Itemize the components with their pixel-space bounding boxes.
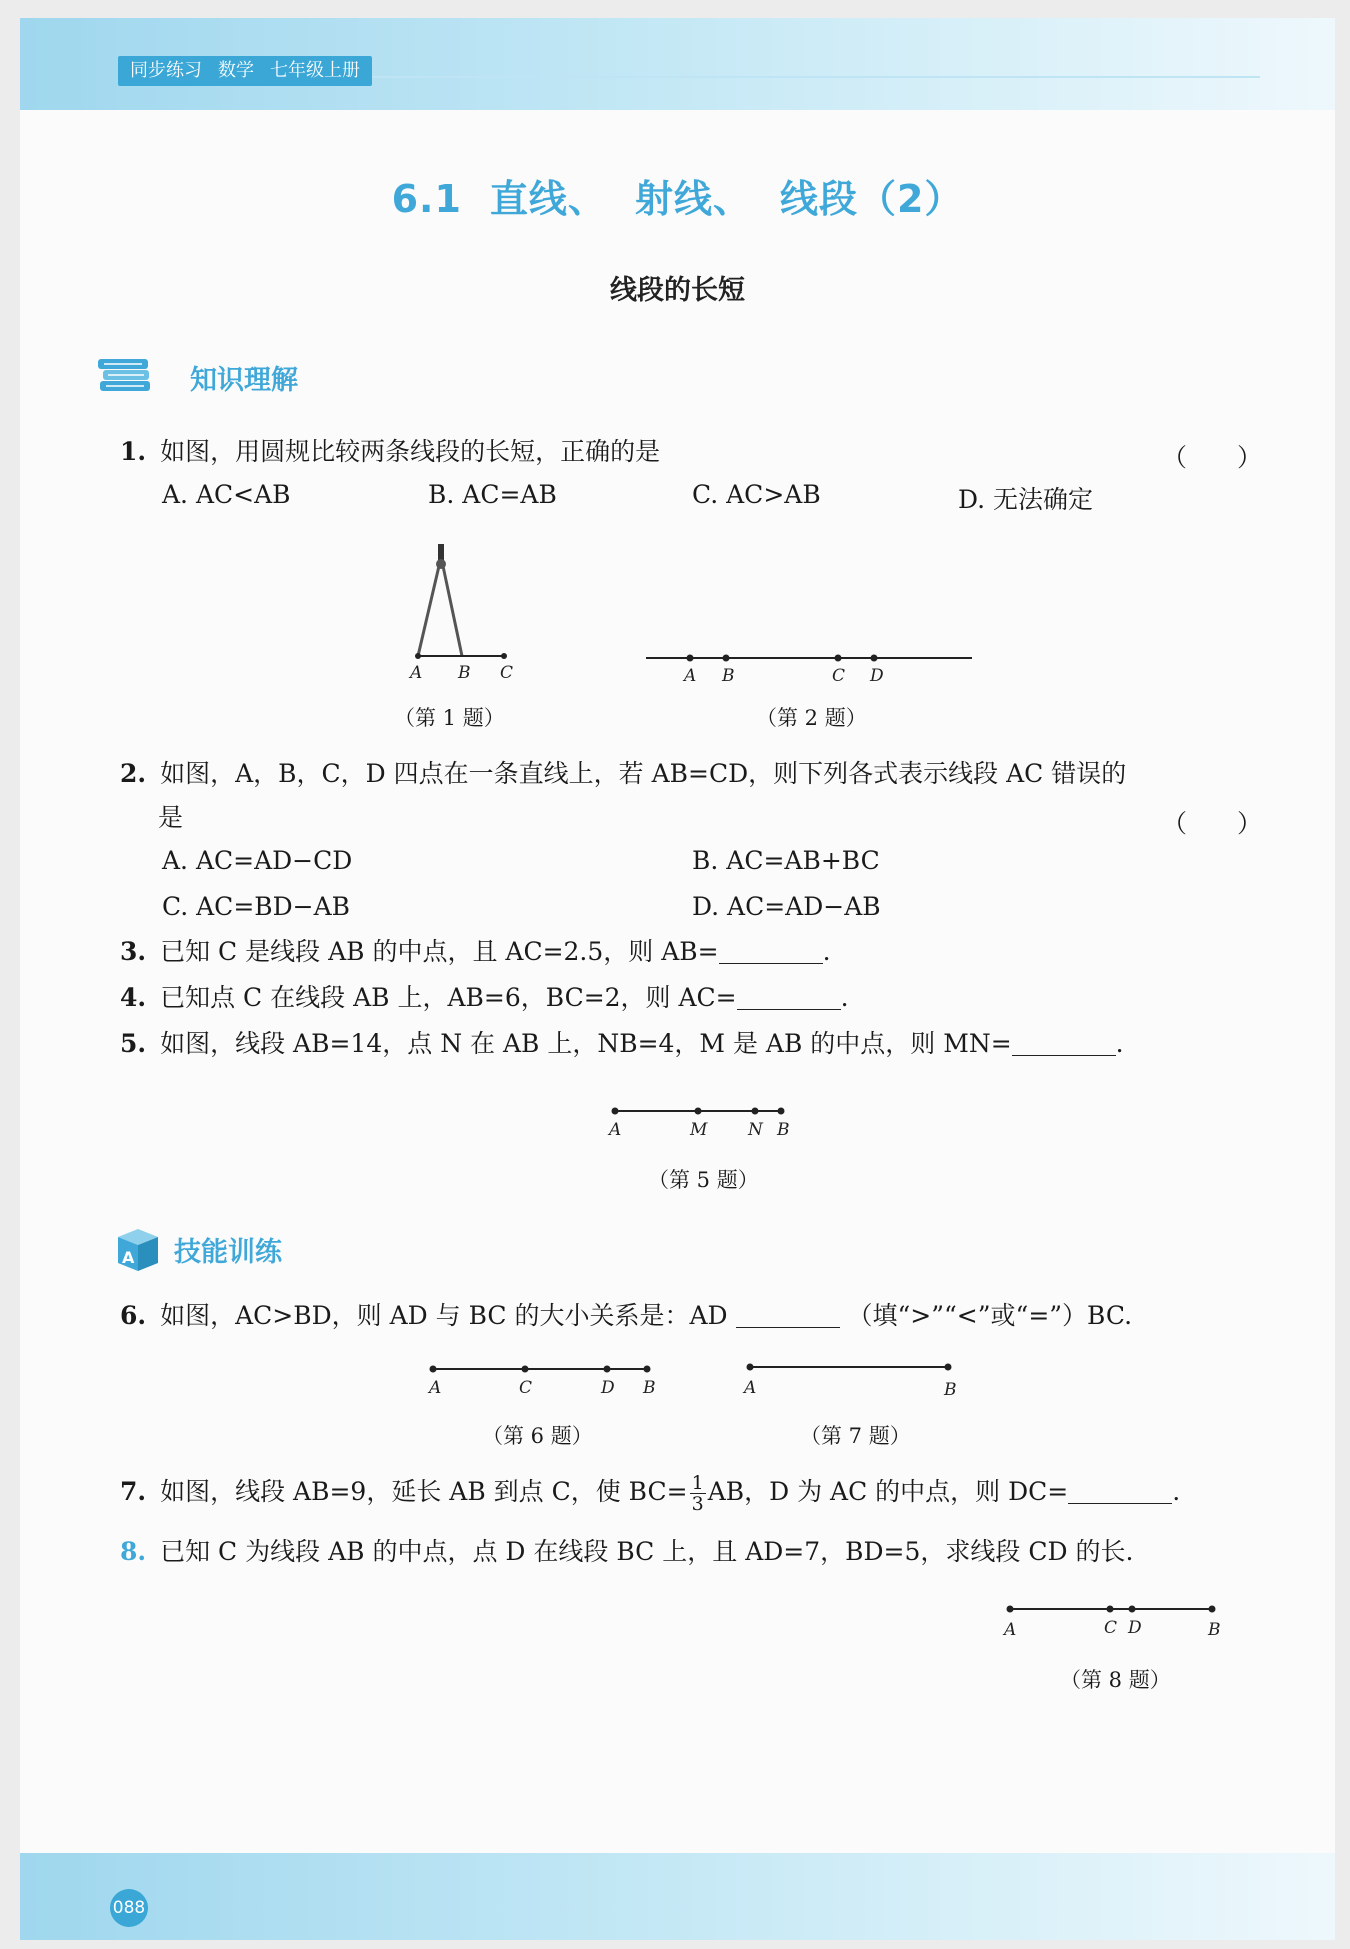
question-5-text: 如图，线段 AB=14，点 N 在 AB 上，NB=4，M 是 AB 的中点，则 MN= [160, 1029, 1012, 1058]
question-1-text: 如图，用圆规比较两条线段的长短，正确的是 [160, 437, 661, 466]
figure-2-label-c: C [832, 666, 846, 686]
question-6-number: 6. [120, 1301, 147, 1330]
books-icon [94, 351, 156, 399]
question-1-option-b: B. AC=AB [428, 480, 557, 509]
question-8-number: 8. [120, 1537, 147, 1566]
figure-5-label-a: A [609, 1120, 622, 1140]
question-4-number: 4. [120, 983, 147, 1012]
question-2-text: 如图，A，B，C，D 四点在一条直线上，若 AB=CD，则下列各式表示线段 AC 错误的 [160, 759, 1127, 788]
cube-letter: A [122, 1248, 135, 1267]
figure-7-line-diagram [740, 1353, 970, 1403]
question-4 [120, 982, 849, 1014]
figure-1-compass-diagram [390, 538, 530, 688]
answer-blank-6[interactable] [736, 1301, 840, 1328]
question-7-number: 7. [120, 1477, 147, 1506]
question-5-end: . [1115, 1029, 1124, 1058]
figure-7-label-a: A [744, 1378, 757, 1398]
question-5 [120, 1028, 1124, 1060]
figure-6-line-diagram [415, 1353, 665, 1403]
header-tag [118, 56, 372, 86]
question-3 [120, 936, 831, 968]
figure-2-label-d: D [870, 666, 884, 686]
question-2-option-b: B. AC=AB+BC [692, 846, 880, 875]
section-skills: 技能训练 [174, 1237, 282, 1268]
figure-7-label-b: B [944, 1380, 957, 1400]
question-1 [120, 436, 660, 468]
question-6 [120, 1300, 1132, 1332]
page-number: 088 [110, 1889, 148, 1927]
caption-figure-2: （第 2 题） [756, 706, 867, 730]
figure-5-label-m: M [690, 1120, 708, 1140]
figure-2-label-b: B [722, 666, 735, 686]
question-1-option-a: A. AC<AB [162, 480, 291, 509]
answer-bracket-2: （ ） [1162, 809, 1263, 838]
workbook-page [20, 18, 1335, 1940]
question-1-option-c: C. AC>AB [692, 480, 821, 509]
caption-figure-6: （第 6 题） [482, 1424, 593, 1448]
lesson-title [20, 168, 1335, 223]
compass-handle [438, 544, 444, 560]
header-tag-series: 同步练习 [130, 60, 202, 81]
caption-figure-1: （第 1 题） [394, 706, 505, 730]
lesson-title-part-3: 线段（2） [779, 177, 964, 221]
question-7 [120, 1473, 1180, 1514]
figure-6-label-b: B [643, 1378, 656, 1398]
question-3-number: 3. [120, 937, 147, 966]
section-knowledge: 知识理解 [190, 365, 298, 396]
answer-blank-4[interactable] [737, 983, 841, 1010]
question-3-end: . [822, 937, 831, 966]
caption-figure-8: （第 8 题） [1060, 1668, 1171, 1692]
question-2-option-c: C. AC=BD−AB [162, 892, 351, 921]
figure-6-label-d: D [601, 1378, 615, 1398]
figure-5-label-b: B [777, 1120, 790, 1140]
question-2-option-a: A. AC=AD−CD [162, 846, 353, 875]
question-1-option-d: D. 无法确定 [958, 485, 1094, 514]
question-1-number: 1. [120, 437, 147, 466]
question-2 [120, 758, 1126, 790]
header-rule [300, 76, 1260, 78]
answer-bracket-1: （ ） [1162, 443, 1263, 472]
header-tag-grade: 七年级上册 [270, 60, 360, 81]
figure-8-label-d: D [1128, 1618, 1142, 1638]
question-3-text: 已知 C 是线段 AB 的中点，且 AC=2.5，则 AB= [160, 937, 719, 966]
question-6-end: （填“>”“<”或“=”）BC. [847, 1301, 1133, 1330]
caption-figure-5: （第 5 题） [648, 1168, 759, 1192]
question-7-text-after: AB，D 为 AC 的中点，则 DC= [707, 1477, 1069, 1506]
question-7-end: . [1172, 1477, 1181, 1506]
question-5-number: 5. [120, 1029, 147, 1058]
figure-6-label-a: A [429, 1378, 442, 1398]
question-8-text: 已知 C 为线段 AB 的中点，点 D 在线段 BC 上，且 AD=7，BD=5，求线段 CD 的长. [160, 1537, 1134, 1566]
question-2-number: 2. [120, 759, 147, 788]
figure-2-label-a: A [684, 666, 697, 686]
question-4-text: 已知点 C 在线段 AB 上，AB=6，BC=2，则 AC= [160, 983, 737, 1012]
question-6-text: 如图，AC>BD，则 AD 与 BC 的大小关系是：AD [160, 1301, 728, 1330]
caption-figure-7: （第 7 题） [800, 1424, 911, 1448]
lesson-number: 6.1 [391, 177, 462, 221]
compass-leg-left [418, 566, 439, 656]
figure-1-label-c: C [500, 663, 514, 683]
header-tag-subject: 数学 [218, 60, 254, 81]
lesson-title-part-2: 射线、 [634, 177, 752, 221]
footer-band [20, 1853, 1335, 1940]
fraction-denominator: 3 [691, 1493, 704, 1515]
fraction-numerator: 1 [691, 1472, 704, 1494]
question-2-text-continued: 是 [158, 803, 184, 832]
fraction-one-third [690, 1473, 706, 1514]
question-7-text: 如图，线段 AB=9，延长 AB 到点 C，使 BC= [160, 1477, 688, 1506]
lesson-title-part-1: 直线、 [489, 177, 607, 221]
compass-leg-right [443, 566, 462, 656]
figure-5-label-n: N [748, 1120, 763, 1140]
figure-1-label-b: B [458, 663, 471, 683]
figure-6-label-c: C [519, 1378, 533, 1398]
answer-blank-3[interactable] [719, 937, 823, 964]
figure-8-label-b: B [1208, 1620, 1221, 1640]
letter-cube-icon [114, 1225, 162, 1273]
lesson-subtitle: 线段的长短 [610, 275, 745, 306]
answer-blank-7[interactable] [1068, 1477, 1172, 1504]
figure-2-line-diagram [640, 633, 980, 688]
question-2-option-d: D. AC=AD−AB [692, 892, 881, 921]
question-4-end: . [840, 983, 849, 1012]
answer-blank-5[interactable] [1012, 1029, 1116, 1056]
figure-8-label-c: C [1104, 1618, 1118, 1638]
figure-8-label-a: A [1004, 1620, 1017, 1640]
question-8 [120, 1536, 1133, 1568]
figure-1-label-a: A [410, 663, 423, 683]
figure-8-line-diagram [1000, 1593, 1240, 1643]
figure-5-line-diagram [605, 1093, 805, 1143]
